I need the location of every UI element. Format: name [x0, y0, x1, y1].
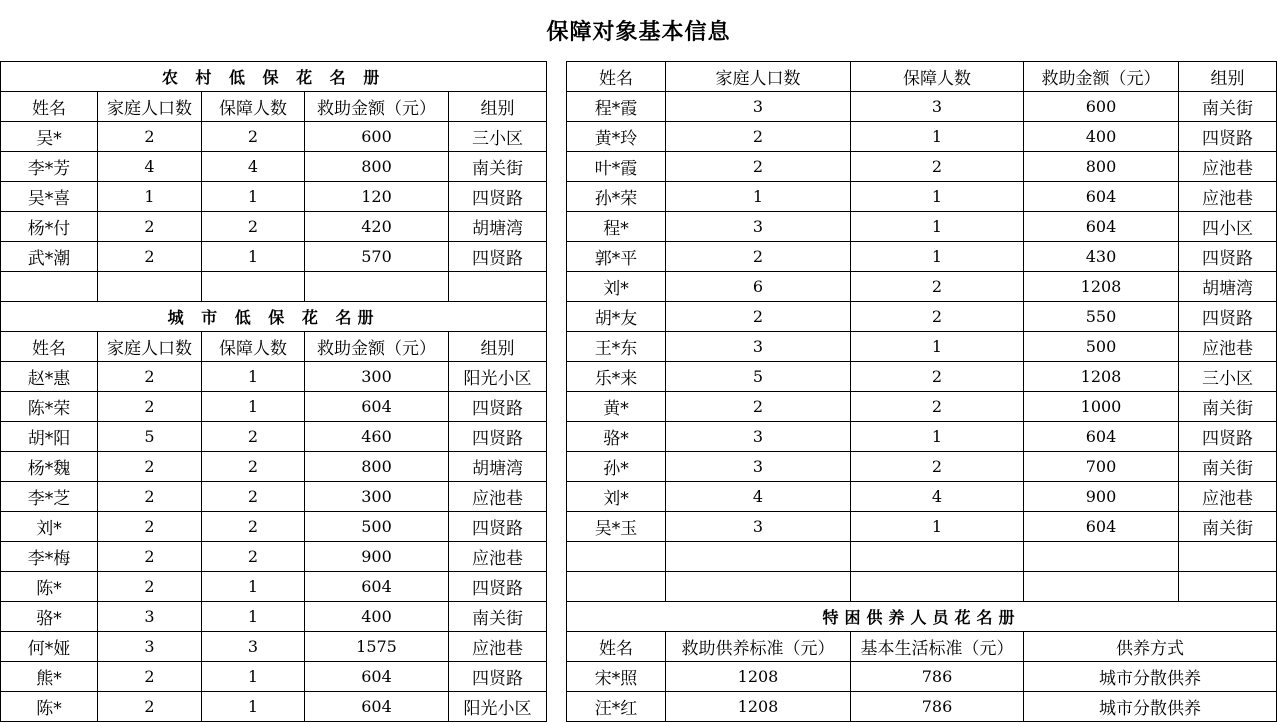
- blank-cell: [98, 272, 202, 302]
- column-header: 组别: [449, 92, 547, 122]
- name-cell: 吴*喜: [1, 182, 98, 212]
- living-standard-cell: 786: [851, 692, 1024, 722]
- amount-cell: 800: [305, 152, 449, 182]
- column-header: 供养方式: [1024, 632, 1277, 662]
- group-cell: 四贤路: [1179, 242, 1277, 272]
- household-size-cell: 3: [98, 602, 202, 632]
- amount-cell: 604: [305, 392, 449, 422]
- amount-cell: 600: [305, 122, 449, 152]
- covered-persons-cell: 2: [202, 422, 305, 452]
- name-cell: 刘*: [567, 482, 666, 512]
- amount-cell: 604: [305, 692, 449, 722]
- name-cell: 宋*照: [567, 662, 666, 692]
- name-cell: 杨*魏: [1, 452, 98, 482]
- covered-persons-cell: 2: [202, 212, 305, 242]
- right-sheet-table: [566, 61, 1277, 722]
- special-section-heading-row: [567, 602, 1277, 632]
- name-cell: 杨*付: [1, 212, 98, 242]
- group-cell: 四小区: [1179, 212, 1277, 242]
- covered-persons-cell: 1: [202, 392, 305, 422]
- household-size-cell: 2: [98, 392, 202, 422]
- amount-cell: 604: [1024, 512, 1179, 542]
- name-cell: 黄*: [567, 392, 666, 422]
- special-section-heading: 特困供养人员花名册: [567, 602, 1277, 632]
- household-size-cell: 2: [98, 362, 202, 392]
- group-cell: 四贤路: [449, 512, 547, 542]
- rural-header-row: [1, 92, 547, 122]
- covered-persons-cell: 2: [851, 152, 1024, 182]
- covered-persons-cell: 1: [202, 692, 305, 722]
- group-cell: 胡塘湾: [1179, 272, 1277, 302]
- table-row: [1, 152, 547, 182]
- table-row: [1, 692, 547, 722]
- group-cell: 三小区: [1179, 362, 1277, 392]
- household-size-cell: 2: [98, 572, 202, 602]
- table-row: [567, 482, 1277, 512]
- group-cell: 南关街: [1179, 392, 1277, 422]
- amount-cell: 570: [305, 242, 449, 272]
- blank-cell: [1024, 572, 1179, 602]
- name-cell: 叶*霞: [567, 152, 666, 182]
- table-row: [567, 662, 1277, 692]
- covered-persons-cell: 2: [202, 122, 305, 152]
- rural-section-heading: 农 村 低 保 花 名 册: [1, 62, 547, 92]
- column-header: 保障人数: [202, 92, 305, 122]
- name-cell: 刘*: [1, 512, 98, 542]
- table-row: [1, 452, 547, 482]
- covered-persons-cell: 1: [851, 242, 1024, 272]
- covered-persons-cell: 3: [202, 632, 305, 662]
- table-row: [567, 362, 1277, 392]
- table-row: [567, 182, 1277, 212]
- table-row: [567, 422, 1277, 452]
- amount-cell: 1208: [1024, 272, 1179, 302]
- covered-persons-cell: 2: [202, 512, 305, 542]
- amount-cell: 604: [305, 662, 449, 692]
- rural-section-heading-row: [1, 62, 547, 92]
- group-cell: 四贤路: [449, 422, 547, 452]
- name-cell: 骆*: [1, 602, 98, 632]
- name-cell: 胡*友: [567, 302, 666, 332]
- blank-cell: [202, 272, 305, 302]
- blank-cell: [1179, 542, 1277, 572]
- household-size-cell: 2: [98, 212, 202, 242]
- name-cell: 陈*荣: [1, 392, 98, 422]
- group-cell: 南关街: [1179, 452, 1277, 482]
- group-cell: 四贤路: [449, 392, 547, 422]
- column-header: 救助供养标准（元）: [666, 632, 851, 662]
- amount-cell: 604: [1024, 422, 1179, 452]
- name-cell: 郭*平: [567, 242, 666, 272]
- table-row: [1, 182, 547, 212]
- table-row: [567, 302, 1277, 332]
- household-size-cell: 1: [666, 182, 851, 212]
- table-row: [1, 542, 547, 572]
- amount-cell: 604: [1024, 212, 1179, 242]
- name-cell: 何*娅: [1, 632, 98, 662]
- page-title: 保障对象基本信息: [546, 19, 731, 45]
- table-row: [567, 212, 1277, 242]
- covered-persons-cell: 1: [851, 422, 1024, 452]
- blank-cell: [1024, 542, 1179, 572]
- column-header: 姓名: [567, 632, 666, 662]
- covered-persons-cell: 1: [851, 512, 1024, 542]
- support-standard-cell: 1208: [666, 692, 851, 722]
- amount-cell: 600: [1024, 92, 1179, 122]
- household-size-cell: 2: [98, 692, 202, 722]
- amount-cell: 430: [1024, 242, 1179, 272]
- table-row: [1, 632, 547, 662]
- amount-cell: 400: [305, 602, 449, 632]
- column-header: 组别: [449, 332, 547, 362]
- table-row: [567, 152, 1277, 182]
- table-row: [1, 212, 547, 242]
- amount-cell: 1575: [305, 632, 449, 662]
- urban-section-heading: 城 市 低 保 花 名册: [1, 302, 547, 332]
- name-cell: 胡*阳: [1, 422, 98, 452]
- household-size-cell: 2: [666, 242, 851, 272]
- amount-cell: 420: [305, 212, 449, 242]
- blank-cell: [666, 572, 851, 602]
- covered-persons-cell: 1: [202, 182, 305, 212]
- covered-persons-cell: 2: [202, 542, 305, 572]
- column-header: 姓名: [567, 62, 666, 92]
- blank-cell: [1179, 572, 1277, 602]
- name-cell: 李*梅: [1, 542, 98, 572]
- table-row: [1, 422, 547, 452]
- special-header-row: [567, 632, 1277, 662]
- group-cell: 应池巷: [1179, 152, 1277, 182]
- amount-cell: 900: [305, 542, 449, 572]
- household-size-cell: 3: [666, 512, 851, 542]
- household-size-cell: 5: [666, 362, 851, 392]
- amount-cell: 604: [1024, 182, 1179, 212]
- group-cell: 四贤路: [449, 242, 547, 272]
- amount-cell: 1208: [1024, 362, 1179, 392]
- name-cell: 赵*惠: [1, 362, 98, 392]
- column-header: 救助金额（元）: [305, 92, 449, 122]
- group-cell: 阳光小区: [449, 692, 547, 722]
- column-header: 组别: [1179, 62, 1277, 92]
- name-cell: 熊*: [1, 662, 98, 692]
- amount-cell: 800: [305, 452, 449, 482]
- table-row: [1, 392, 547, 422]
- group-cell: 南关街: [449, 152, 547, 182]
- household-size-cell: 3: [666, 212, 851, 242]
- household-size-cell: 5: [98, 422, 202, 452]
- name-cell: 武*潮: [1, 242, 98, 272]
- name-cell: 吴*玉: [567, 512, 666, 542]
- amount-cell: 120: [305, 182, 449, 212]
- household-size-cell: 2: [666, 392, 851, 422]
- blank-cell: [1, 272, 98, 302]
- household-size-cell: 2: [98, 242, 202, 272]
- group-cell: 胡塘湾: [449, 212, 547, 242]
- table-row: [1, 602, 547, 632]
- blank-row: [567, 572, 1277, 602]
- living-standard-cell: 786: [851, 662, 1024, 692]
- column-header: 救助金额（元）: [305, 332, 449, 362]
- amount-cell: 604: [305, 572, 449, 602]
- group-cell: 应池巷: [449, 542, 547, 572]
- amount-cell: 1000: [1024, 392, 1179, 422]
- table-row: [1, 662, 547, 692]
- covered-persons-cell: 2: [851, 392, 1024, 422]
- group-cell: 南关街: [1179, 92, 1277, 122]
- left-sheet-table: [0, 61, 547, 722]
- household-size-cell: 3: [98, 632, 202, 662]
- column-header: 姓名: [1, 92, 98, 122]
- name-cell: 程*: [567, 212, 666, 242]
- covered-persons-cell: 3: [851, 92, 1024, 122]
- household-size-cell: 2: [98, 542, 202, 572]
- blank-cell: [851, 572, 1024, 602]
- covered-persons-cell: 1: [202, 662, 305, 692]
- table-row: [567, 242, 1277, 272]
- name-cell: 黄*玲: [567, 122, 666, 152]
- group-cell: 四贤路: [449, 662, 547, 692]
- amount-cell: 900: [1024, 482, 1179, 512]
- urban-header-row: [1, 332, 547, 362]
- table-row: [567, 392, 1277, 422]
- group-cell: 应池巷: [1179, 332, 1277, 362]
- group-cell: 应池巷: [449, 632, 547, 662]
- table-row: [567, 512, 1277, 542]
- amount-cell: 800: [1024, 152, 1179, 182]
- household-size-cell: 2: [98, 482, 202, 512]
- name-cell: 乐*来: [567, 362, 666, 392]
- household-size-cell: 3: [666, 92, 851, 122]
- name-cell: 李*芝: [1, 482, 98, 512]
- table-row: [567, 332, 1277, 362]
- household-size-cell: 3: [666, 422, 851, 452]
- household-size-cell: 1: [98, 182, 202, 212]
- amount-cell: 550: [1024, 302, 1179, 332]
- name-cell: 孙*荣: [567, 182, 666, 212]
- group-cell: 阳光小区: [449, 362, 547, 392]
- household-size-cell: 2: [98, 662, 202, 692]
- blank-row: [1, 272, 547, 302]
- amount-cell: 460: [305, 422, 449, 452]
- name-cell: 孙*: [567, 452, 666, 482]
- covered-persons-cell: 2: [851, 362, 1024, 392]
- name-cell: 吴*: [1, 122, 98, 152]
- amount-cell: 500: [305, 512, 449, 542]
- table-row: [1, 572, 547, 602]
- group-cell: 南关街: [449, 602, 547, 632]
- name-cell: 骆*: [567, 422, 666, 452]
- group-cell: 四贤路: [449, 572, 547, 602]
- household-size-cell: 2: [98, 122, 202, 152]
- household-size-cell: 2: [98, 512, 202, 542]
- group-cell: 胡塘湾: [449, 452, 547, 482]
- table-row: [1, 122, 547, 152]
- covered-persons-cell: 2: [851, 302, 1024, 332]
- covered-persons-cell: 1: [851, 212, 1024, 242]
- name-cell: 陈*: [1, 572, 98, 602]
- column-header: 基本生活标准（元）: [851, 632, 1024, 662]
- table-row: [567, 272, 1277, 302]
- group-cell: 应池巷: [449, 482, 547, 512]
- table-row: [567, 122, 1277, 152]
- table-row: [567, 92, 1277, 122]
- column-header: 救助金额（元）: [1024, 62, 1179, 92]
- covered-persons-cell: 2: [202, 482, 305, 512]
- covered-persons-cell: 1: [202, 242, 305, 272]
- blank-row: [567, 542, 1277, 572]
- table-row: [1, 242, 547, 272]
- household-size-cell: 2: [98, 452, 202, 482]
- column-header: 保障人数: [851, 62, 1024, 92]
- group-cell: 三小区: [449, 122, 547, 152]
- covered-persons-cell: 2: [851, 452, 1024, 482]
- name-cell: 汪*红: [567, 692, 666, 722]
- household-size-cell: 2: [666, 152, 851, 182]
- amount-cell: 300: [305, 362, 449, 392]
- covered-persons-cell: 1: [202, 602, 305, 632]
- name-cell: 刘*: [567, 272, 666, 302]
- covered-persons-cell: 2: [851, 272, 1024, 302]
- blank-cell: [567, 542, 666, 572]
- household-size-cell: 4: [666, 482, 851, 512]
- name-cell: 陈*: [1, 692, 98, 722]
- group-cell: 南关街: [1179, 512, 1277, 542]
- covered-persons-cell: 1: [851, 182, 1024, 212]
- household-size-cell: 6: [666, 272, 851, 302]
- blank-cell: [567, 572, 666, 602]
- group-cell: 四贤路: [1179, 302, 1277, 332]
- group-cell: 应池巷: [1179, 182, 1277, 212]
- covered-persons-cell: 1: [851, 332, 1024, 362]
- covered-persons-cell: 2: [202, 452, 305, 482]
- amount-cell: 400: [1024, 122, 1179, 152]
- blank-cell: [305, 272, 449, 302]
- column-header: 姓名: [1, 332, 98, 362]
- household-size-cell: 3: [666, 332, 851, 362]
- column-header: 家庭人口数: [98, 332, 202, 362]
- household-size-cell: 2: [666, 122, 851, 152]
- support-method-cell: 城市分散供养: [1024, 692, 1277, 722]
- covered-persons-cell: 4: [851, 482, 1024, 512]
- group-cell: 四贤路: [1179, 422, 1277, 452]
- amount-cell: 700: [1024, 452, 1179, 482]
- household-size-cell: 3: [666, 452, 851, 482]
- name-cell: 王*东: [567, 332, 666, 362]
- covered-persons-cell: 1: [851, 122, 1024, 152]
- blank-cell: [449, 272, 547, 302]
- table-row: [567, 692, 1277, 722]
- name-cell: 李*芳: [1, 152, 98, 182]
- column-header: 家庭人口数: [666, 62, 851, 92]
- column-header: 家庭人口数: [98, 92, 202, 122]
- table-row: [1, 512, 547, 542]
- continued-header-row: [567, 62, 1277, 92]
- table-row: [567, 452, 1277, 482]
- table-row: [1, 482, 547, 512]
- amount-cell: 300: [305, 482, 449, 512]
- support-standard-cell: 1208: [666, 662, 851, 692]
- table-row: [1, 362, 547, 392]
- covered-persons-cell: 1: [202, 362, 305, 392]
- urban-section-heading-row: [1, 302, 547, 332]
- blank-cell: [666, 542, 851, 572]
- household-size-cell: 4: [98, 152, 202, 182]
- group-cell: 四贤路: [1179, 122, 1277, 152]
- group-cell: 四贤路: [449, 182, 547, 212]
- covered-persons-cell: 4: [202, 152, 305, 182]
- blank-cell: [851, 542, 1024, 572]
- name-cell: 程*霞: [567, 92, 666, 122]
- support-method-cell: 城市分散供养: [1024, 662, 1277, 692]
- column-header: 保障人数: [202, 332, 305, 362]
- group-cell: 应池巷: [1179, 482, 1277, 512]
- household-size-cell: 2: [666, 302, 851, 332]
- covered-persons-cell: 1: [202, 572, 305, 602]
- amount-cell: 500: [1024, 332, 1179, 362]
